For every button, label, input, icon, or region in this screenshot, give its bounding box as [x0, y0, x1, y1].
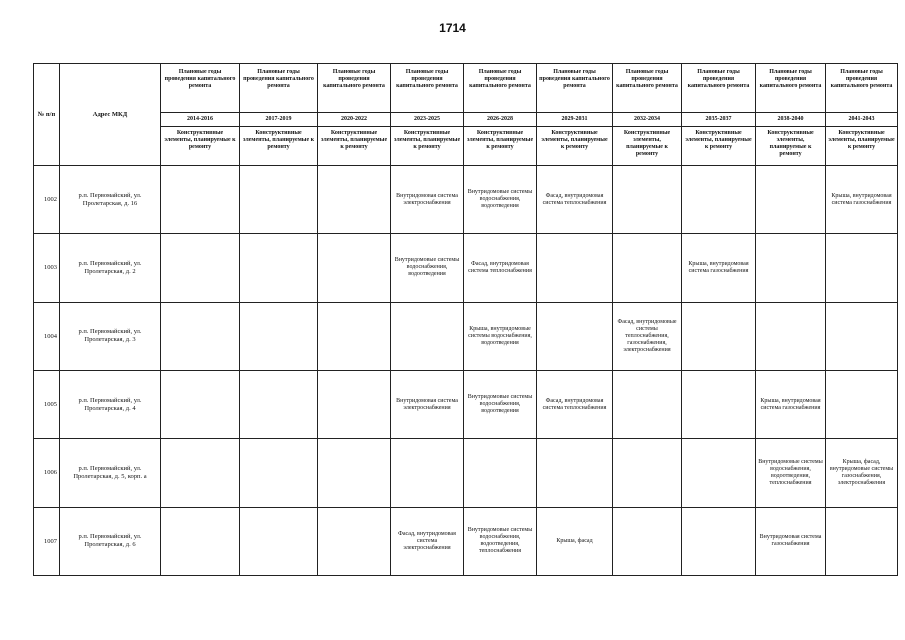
work-cell: [537, 302, 613, 370]
row-address: р.п. Первомайский, ул. Пролетарская, д. 5, корп. а: [60, 439, 161, 507]
work-cell: [240, 439, 318, 507]
work-cell: [318, 234, 391, 302]
work-cell: [318, 370, 391, 438]
work-cell: [240, 302, 318, 370]
work-cell: Фасад, внутридомовая система теплоснабжения: [464, 234, 537, 302]
row-address: р.п. Первомайский, ул. Пролетарская, д. 16: [60, 166, 161, 234]
row-address: р.п. Первомайский, ул. Пролетарская, д. 4: [60, 370, 161, 438]
header-structural-elements: Конструктивные элементы, планируемые к ремонту: [537, 127, 613, 166]
work-cell: [161, 439, 240, 507]
work-cell: Крыша, внутридомовая система газоснабжения: [682, 234, 756, 302]
work-cell: [682, 439, 756, 507]
work-cell: [613, 234, 682, 302]
work-cell: [826, 507, 898, 575]
work-cell: Внутридомовые системы водоснабжения, водоотведения, теплоснабжения: [464, 507, 537, 575]
work-cell: [682, 507, 756, 575]
header-planned-years: Плановые годы проведения капитального ремонта: [240, 64, 318, 113]
table-row: [34, 166, 898, 234]
work-cell: [161, 166, 240, 234]
header-row-ranges: [34, 113, 898, 127]
header-year-range: 2038-2040: [756, 113, 826, 127]
capital-repair-table: [33, 63, 898, 576]
work-cell: [613, 166, 682, 234]
work-cell: [826, 234, 898, 302]
header-address: Адрес МКД: [60, 64, 161, 166]
table-row: [34, 439, 898, 507]
work-cell: Внутридомовые системы водоснабжения, водоотведения: [464, 370, 537, 438]
row-number: 1005: [34, 370, 60, 438]
work-cell: Внутридомовые системы водоснабжения, водоотведения: [391, 234, 464, 302]
header-year-range: 2035-2037: [682, 113, 756, 127]
table-row: [34, 507, 898, 575]
header-planned-years: Плановые годы проведения капитального ремонта: [682, 64, 756, 113]
table-row: [34, 302, 898, 370]
work-cell: Крыша, фасад, внутридомовые системы газоснабжения, электроснабжения: [826, 439, 898, 507]
work-cell: [318, 166, 391, 234]
table-body: [34, 166, 898, 576]
work-cell: [613, 370, 682, 438]
header-year-range: 2014-2016: [161, 113, 240, 127]
header-year-range: 2020-2022: [318, 113, 391, 127]
page-number: 1714: [439, 21, 466, 35]
table-row: [34, 370, 898, 438]
row-number: 1004: [34, 302, 60, 370]
work-cell: [161, 302, 240, 370]
work-cell: Внутридомовая система электроснабжения: [391, 370, 464, 438]
work-cell: [240, 234, 318, 302]
header-planned-years: Плановые годы проведения капитального ремонта: [318, 64, 391, 113]
row-number: 1003: [34, 234, 60, 302]
work-cell: [756, 234, 826, 302]
work-cell: [826, 370, 898, 438]
work-cell: [240, 507, 318, 575]
work-cell: [537, 234, 613, 302]
header-structural-elements: Конструктивные элементы, планируемые к ремонту: [682, 127, 756, 166]
header-structural-elements: Конструктивные элементы, планируемые к ремонту: [826, 127, 898, 166]
work-cell: Крыша, внутридомовая система газоснабжения: [826, 166, 898, 234]
work-cell: [682, 302, 756, 370]
work-cell: [240, 370, 318, 438]
header-structural-elements: Конструктивные элементы, планируемые к ремонту: [318, 127, 391, 166]
header-planned-years: Плановые годы проведения капитального ремонта: [537, 64, 613, 113]
header-structural-elements: Конструктивные элементы, планируемые к ремонту: [613, 127, 682, 166]
work-cell: Крыша, фасад: [537, 507, 613, 575]
work-cell: [756, 166, 826, 234]
header-structural-elements: Конструктивные элементы, планируемые к ремонту: [464, 127, 537, 166]
work-cell: Фасад, внутридомовая система теплоснабжения: [537, 166, 613, 234]
row-number: 1007: [34, 507, 60, 575]
work-cell: [826, 302, 898, 370]
header-planned-years: Плановые годы проведения капитального ремонта: [756, 64, 826, 113]
work-cell: [318, 439, 391, 507]
header-year-range: 2017-2019: [240, 113, 318, 127]
work-cell: [318, 302, 391, 370]
header-structural-elements: Конструктивные элементы, планируемые к ремонту: [161, 127, 240, 166]
header-row-years: [34, 64, 898, 113]
table-header: [34, 64, 898, 166]
work-cell: [161, 234, 240, 302]
work-cell: Внутридомовые системы водоснабжения, водоотведения: [464, 166, 537, 234]
work-cell: Фасад, внутридомовая система теплоснабжения: [537, 370, 613, 438]
work-cell: Фасад, внутридомовые системы теплоснабжения, газоснабжения, электроснабжения: [613, 302, 682, 370]
work-cell: [391, 302, 464, 370]
work-cell: Внутридомовые системы водоснабжения, водоотведения, теплоснабжения: [756, 439, 826, 507]
header-planned-years: Плановые годы проведения капитального ремонта: [613, 64, 682, 113]
row-address: р.п. Первомайский, ул. Пролетарская, д. 3: [60, 302, 161, 370]
work-cell: Внутридомовая система газоснабжения: [756, 507, 826, 575]
header-year-range: 2032-2034: [613, 113, 682, 127]
row-address: р.п. Первомайский, ул. Пролетарская, д. 2: [60, 234, 161, 302]
header-structural-elements: Конструктивные элементы, планируемые к ремонту: [240, 127, 318, 166]
work-cell: Крыша, внутридомовые системы водоснабжения, водоотведения: [464, 302, 537, 370]
header-structural-elements: Конструктивные элементы, планируемые к ремонту: [391, 127, 464, 166]
work-cell: [756, 302, 826, 370]
work-cell: [318, 507, 391, 575]
header-year-range: 2041-2043: [826, 113, 898, 127]
header-planned-years: Плановые годы проведения капитального ремонта: [161, 64, 240, 113]
work-cell: [682, 370, 756, 438]
work-cell: [391, 439, 464, 507]
header-planned-years: Плановые годы проведения капитального ремонта: [391, 64, 464, 113]
work-cell: [537, 439, 613, 507]
work-cell: Крыша, внутридомовая система газоснабжения: [756, 370, 826, 438]
table-row: [34, 234, 898, 302]
header-year-range: 2023-2025: [391, 113, 464, 127]
work-cell: [613, 439, 682, 507]
work-cell: [161, 370, 240, 438]
row-number: 1006: [34, 439, 60, 507]
row-address: р.п. Первомайский, ул. Пролетарская, д. 6: [60, 507, 161, 575]
work-cell: [464, 439, 537, 507]
header-planned-years: Плановые годы проведения капитального ремонта: [826, 64, 898, 113]
work-cell: Внутридомовая система электроснабжения: [391, 166, 464, 234]
header-planned-years: Плановые годы проведения капитального ремонта: [464, 64, 537, 113]
work-cell: [682, 166, 756, 234]
header-year-range: 2026-2028: [464, 113, 537, 127]
work-cell: [613, 507, 682, 575]
work-cell: [240, 166, 318, 234]
header-row-elements: [34, 127, 898, 166]
header-num: № п/п: [34, 64, 60, 166]
row-number: 1002: [34, 166, 60, 234]
work-cell: Фасад, внутридомовая система электроснабжения: [391, 507, 464, 575]
header-year-range: 2029-2031: [537, 113, 613, 127]
work-cell: [161, 507, 240, 575]
header-structural-elements: Конструктивные элементы, планируемые к ремонту: [756, 127, 826, 166]
